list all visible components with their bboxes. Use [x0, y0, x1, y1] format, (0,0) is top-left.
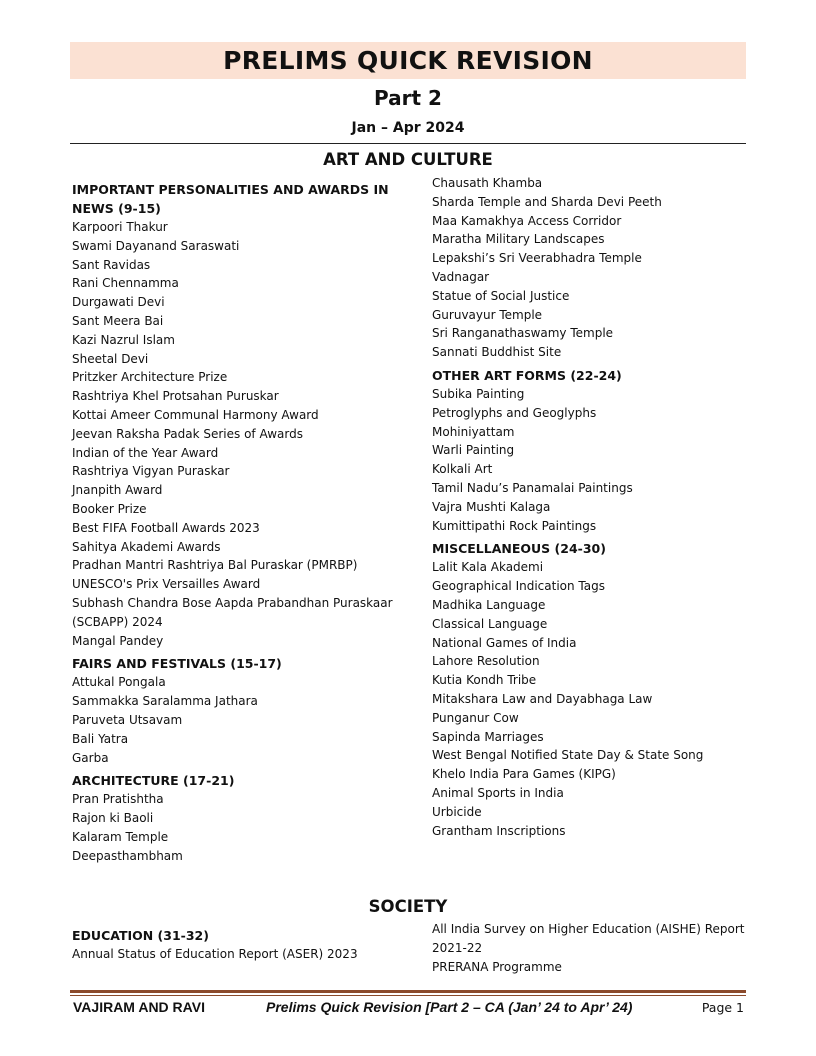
list-item: Booker Prize: [72, 501, 147, 516]
list-item: Best FIFA Football Awards 2023: [72, 520, 260, 535]
list-personalities: [72, 218, 402, 650]
list-item: Swami Dayanand Saraswati: [72, 238, 240, 253]
list-item: Rani Chennamma: [72, 276, 179, 291]
section-title-art-culture: ART AND CULTURE: [323, 150, 493, 169]
list-item: Kottai Ameer Communal Harmony Award: [72, 407, 319, 422]
list-fairs: [72, 673, 402, 767]
heading-architecture: ARCHITECTURE (17-21): [72, 773, 235, 789]
left-column: [72, 180, 402, 866]
footer-doc-title: Prelims Quick Revision [Part 2 – CA (Jan’ 24 to Apr’ 24): [266, 999, 633, 1015]
list-item: National Games of India: [432, 635, 577, 650]
footer-rule-thick: [70, 990, 746, 993]
list-item: Sant Ravidas: [72, 257, 151, 272]
list-item: Sri Ranganathaswamy Temple: [432, 326, 614, 341]
list-education: [72, 945, 402, 964]
list-item: Deepasthambham: [72, 848, 183, 863]
list-item: Subika Painting: [432, 386, 525, 401]
list-item: Karpoori Thakur: [72, 220, 168, 234]
heading-other-art: OTHER ART FORMS (22-24): [432, 367, 622, 383]
list-item: Mangal Pandey: [72, 633, 164, 648]
footer-brand: VAJIRAM AND RAVI: [73, 999, 205, 1015]
list-other-art: [432, 385, 752, 535]
list-item: PRERANA Programme: [432, 959, 562, 974]
list-item: Vajra Mushti Kalaga: [432, 499, 551, 514]
list-item: Kazi Nazrul Islam: [72, 332, 175, 347]
list-item: Garba: [72, 750, 109, 765]
list-item: Sahitya Akademi Awards: [72, 539, 221, 554]
list-item: UNESCO's Prix Versailles Award: [72, 577, 261, 592]
list-item: Lepakshi’s Sri Veerabhadra Temple: [432, 251, 642, 266]
society-right-column: [432, 920, 752, 976]
list-item: Animal Sports in India: [432, 785, 564, 800]
heading-personalities: IMPORTANT PERSONALITIES AND AWARDS IN NEWS (9-15): [72, 182, 389, 216]
list-item: Jeevan Raksha Padak Series of Awards: [72, 426, 303, 441]
list-item: Subhash Chandra Bose Aapda Prabandhan Puraskaar (SCBAPP) 2024: [72, 595, 393, 629]
heading-fairs: FAIRS AND FESTIVALS (15-17): [72, 656, 282, 672]
header-divider: [70, 143, 746, 144]
list-architecture: [72, 790, 402, 865]
period-label: Jan – Apr 2024: [351, 120, 465, 136]
heading-misc: MISCELLANEOUS (24-30): [432, 541, 606, 557]
list-item: Statue of Social Justice: [432, 288, 570, 303]
list-item: Geographical Indication Tags: [432, 579, 605, 594]
list-item: Guruvayur Temple: [432, 307, 543, 322]
list-item: Urbicide: [432, 804, 482, 819]
section-title-society: SOCIETY: [368, 897, 448, 916]
footer-rule-thin: [70, 995, 746, 996]
list-item: Bali Yatra: [72, 731, 129, 746]
heading-education: EDUCATION (31-32): [72, 928, 209, 943]
list-item: Durgawati Devi: [72, 295, 165, 310]
page-number: Page 1: [701, 1000, 744, 1015]
list-item: Lahore Resolution: [432, 654, 540, 669]
list-item: Sant Meera Bai: [72, 313, 164, 328]
list-item: Rashtriya Vigyan Puraskar: [72, 464, 230, 479]
list-item: Punganur Cow: [432, 710, 519, 725]
list-item: Kumittipathi Rock Paintings: [432, 518, 597, 533]
list-misc: [432, 558, 752, 840]
list-item: Mohiniyattam: [432, 424, 515, 439]
list-item: Classical Language: [432, 616, 548, 631]
list-item: Petroglyphs and Geoglyphs: [432, 405, 597, 420]
title-banner: [70, 42, 746, 79]
list-item: Maratha Military Landscapes: [432, 232, 605, 247]
list-item: All India Survey on Higher Education (AISHE) Report 2021-22: [432, 922, 745, 955]
list-item: Annual Status of Education Report (ASER) 2023: [72, 947, 358, 961]
list-item: Sannati Buddhist Site: [432, 345, 562, 360]
footer: [70, 999, 746, 1019]
list-item: Indian of the Year Award: [72, 445, 219, 460]
list-item: Mitakshara Law and Dayabhaga Law: [432, 691, 653, 706]
list-item: Pran Pratishtha: [72, 792, 164, 807]
part-label: Part 2: [374, 86, 442, 110]
list-item: Pradhan Mantri Rashtriya Bal Puraskar (PMRBP): [72, 558, 358, 573]
list-item: Sheetal Devi: [72, 351, 149, 366]
list-item: Sammakka Saralamma Jathara: [72, 694, 258, 709]
list-item: Warli Painting: [432, 443, 515, 458]
list-architecture-cont: [432, 174, 752, 362]
list-item: Maa Kamakhya Access Corridor: [432, 213, 622, 228]
list-item: West Bengal Notified State Day & State Song: [432, 748, 704, 763]
list-item: Sapinda Marriages: [432, 729, 544, 744]
list-item: Kutia Kondh Tribe: [432, 673, 537, 688]
list-item: Vadnagar: [432, 269, 490, 284]
list-item: Kolkali Art: [432, 462, 493, 477]
page-title: PRELIMS QUICK REVISION: [223, 46, 593, 75]
list-item: Tamil Nadu’s Panamalai Paintings: [432, 480, 633, 495]
list-item: Jnanpith Award: [72, 483, 163, 498]
list-item: Lalit Kala Akademi: [432, 560, 544, 575]
list-item: Attukal Pongala: [72, 675, 166, 690]
list-item: Paruveta Utsavam: [72, 712, 183, 727]
list-item: Sharda Temple and Sharda Devi Peeth: [432, 194, 662, 209]
list-item: Kalaram Temple: [72, 829, 169, 844]
list-education-cont: [432, 920, 752, 976]
list-item: Pritzker Architecture Prize: [72, 370, 228, 385]
list-item: Chausath Khamba: [432, 176, 543, 190]
list-item: Madhika Language: [432, 597, 546, 612]
society-left-column: [72, 926, 402, 964]
right-column: [432, 174, 752, 840]
list-item: Grantham Inscriptions: [432, 823, 566, 838]
list-item: Rajon ki Baoli: [72, 811, 154, 826]
list-item: Khelo India Para Games (KIPG): [432, 767, 616, 782]
list-item: Rashtriya Khel Protsahan Puruskar: [72, 389, 279, 404]
